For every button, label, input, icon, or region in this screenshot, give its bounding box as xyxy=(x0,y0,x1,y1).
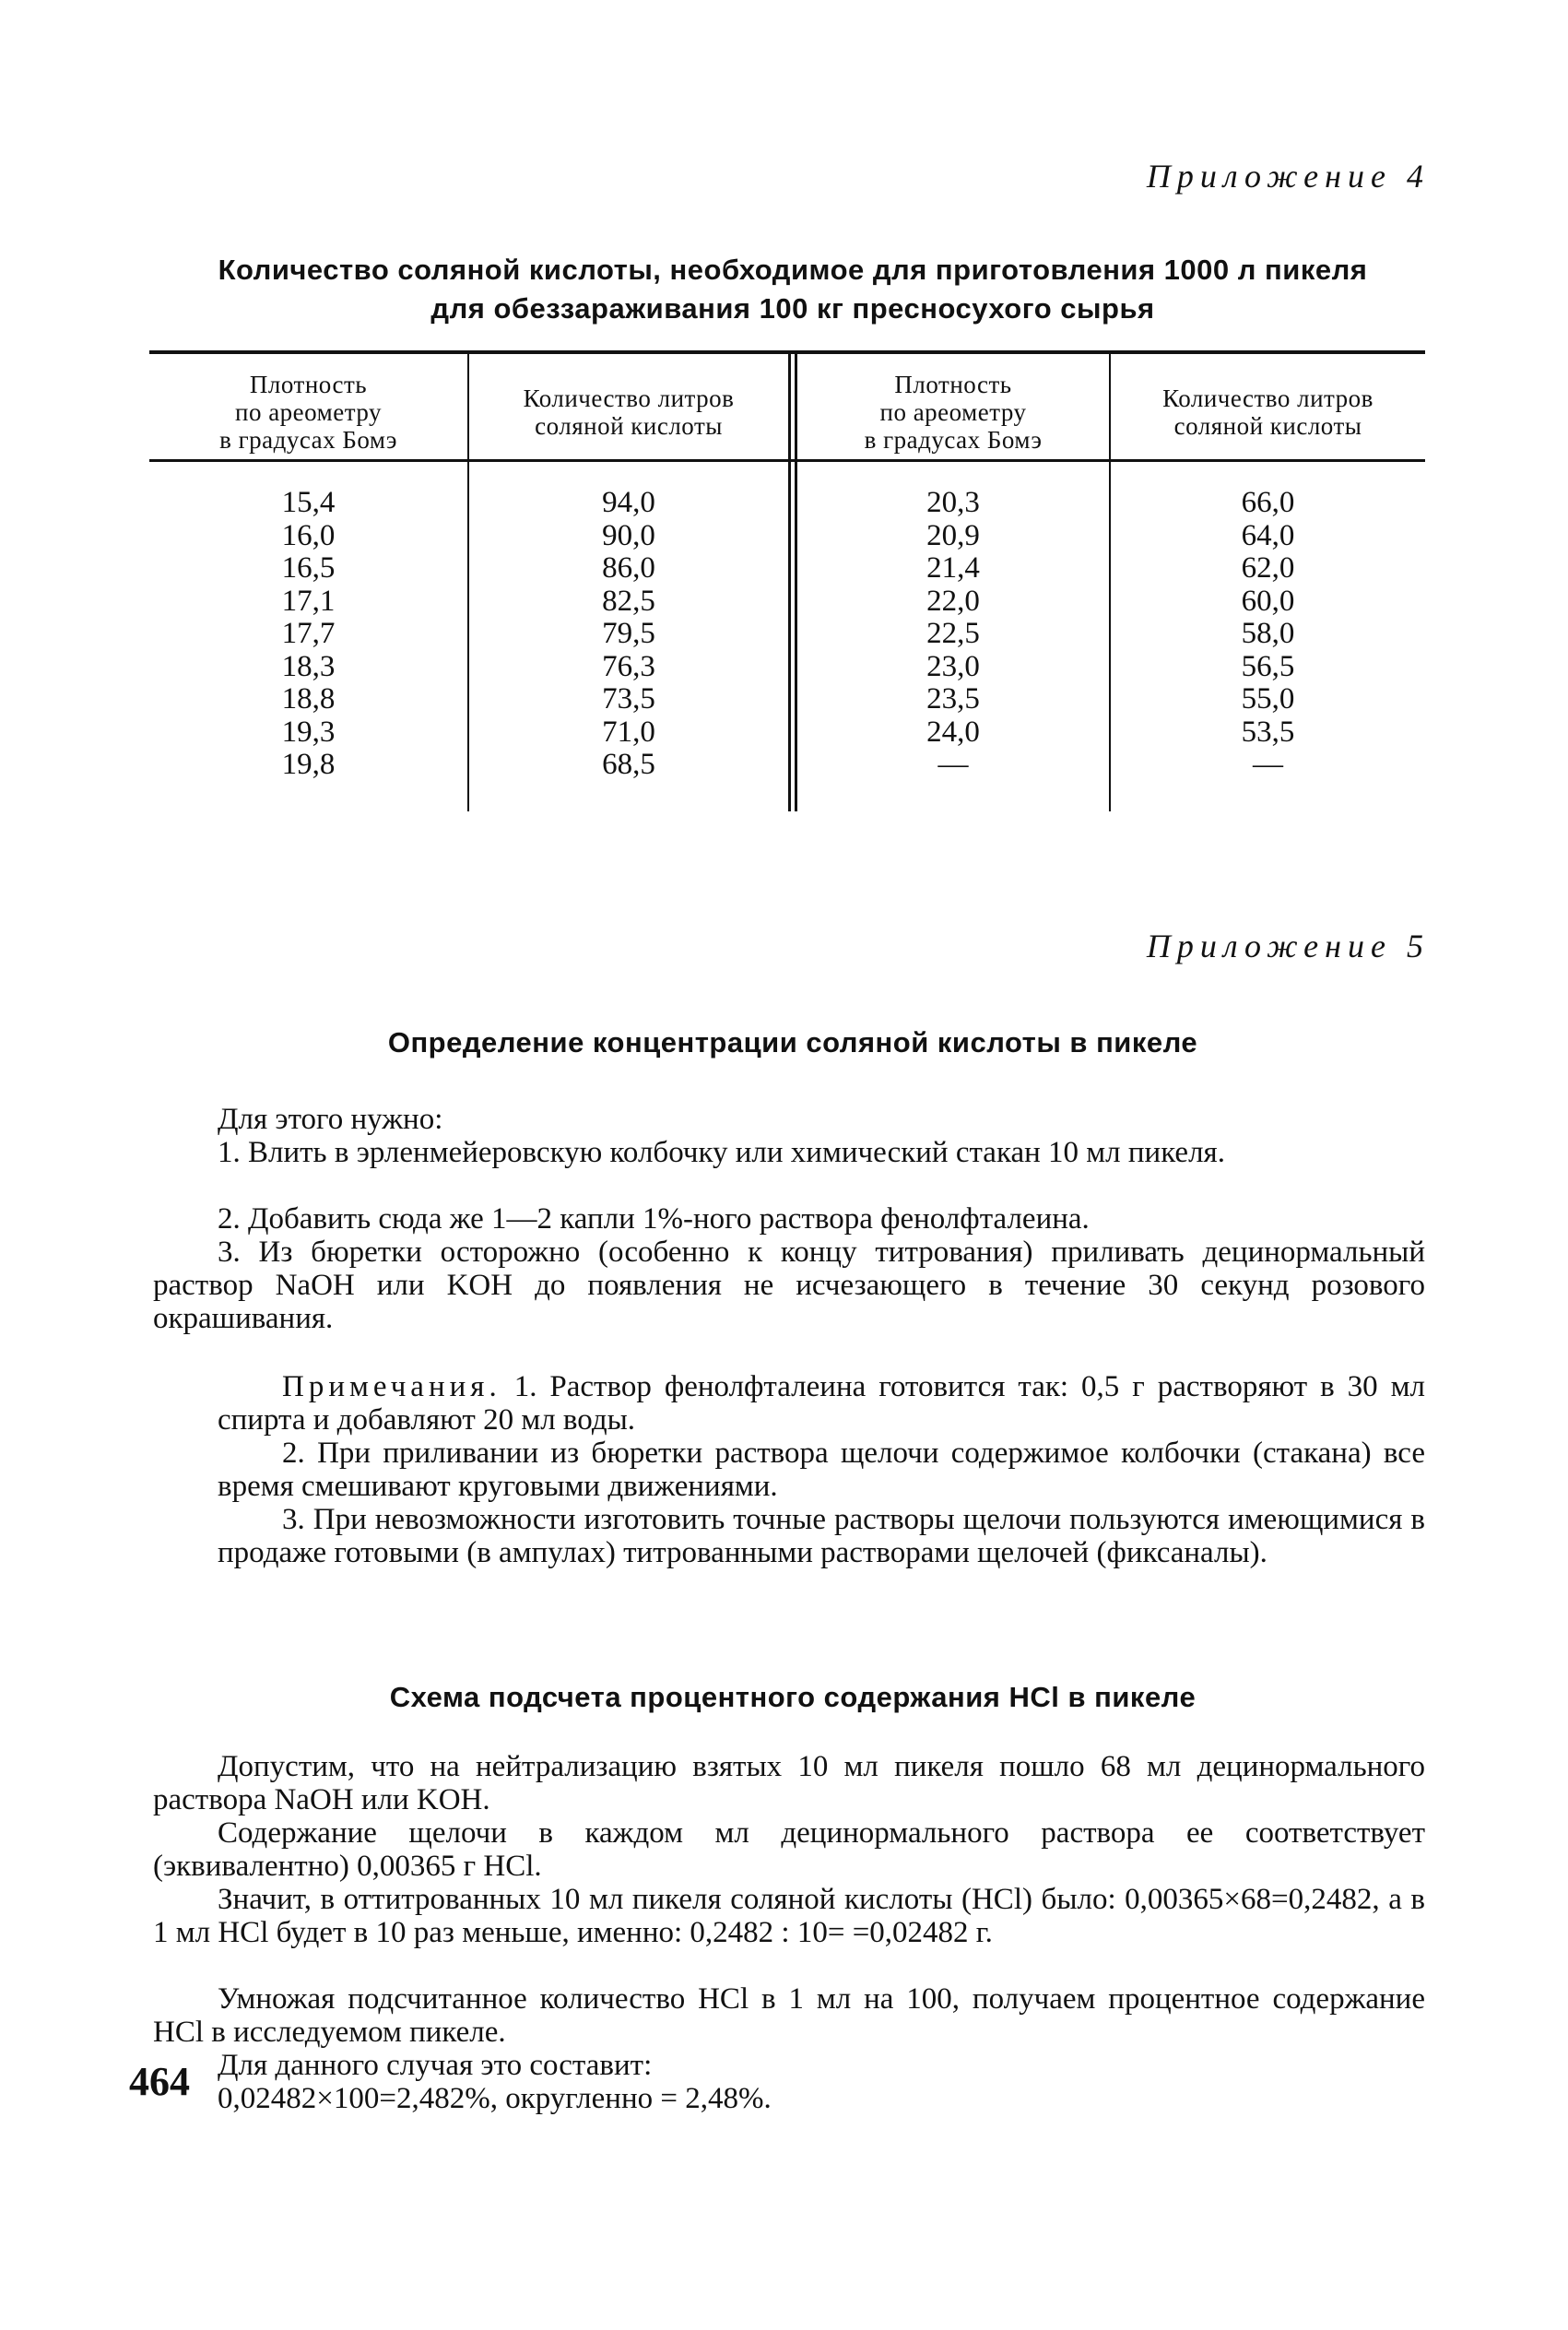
scheme-result: 0,02482×100=2,482%, округленно = 2,48%. xyxy=(218,2082,772,2115)
table-cell: 18,8 xyxy=(281,682,336,716)
table-header-liters-1: Количество литров соляной кислоты xyxy=(523,384,735,440)
table-cell: 16,5 xyxy=(281,551,336,585)
appendix-5-label: Приложение 5 xyxy=(1146,928,1430,964)
table-column-liters-2 xyxy=(1111,487,1425,782)
appendix-4-title-line1: Количество соляной кислоты, необходимое для приготовления 1000 л пикеля xyxy=(218,254,1368,286)
scheme-paragraph-1: Допустим, что на нейтрализацию взятых 10 мл пикеля пошло 68 мл децинормального раствора NaOH или KOH. xyxy=(153,1750,1425,1816)
table-cell: 56,5 xyxy=(1241,649,1295,683)
table-cell: 64,0 xyxy=(1241,518,1295,552)
table-cell: 22,0 xyxy=(926,584,980,618)
table-cell: 22,5 xyxy=(926,617,980,650)
table-cell: 79,5 xyxy=(602,617,655,650)
table-cell: 68,5 xyxy=(602,748,655,781)
table-cell: 24,0 xyxy=(926,715,980,749)
table-cell: 90,0 xyxy=(602,518,655,552)
table-cell: 60,0 xyxy=(1241,584,1295,618)
table-cell: 71,0 xyxy=(602,715,655,749)
table-cell: 19,3 xyxy=(281,715,336,749)
table-column-liters-1 xyxy=(469,487,788,782)
table-cell: 73,5 xyxy=(602,682,655,716)
note-3: 3. При невозможности изготовить точные растворы щелочи пользуются имеющимися в продаже готовыми (в ампулах) титрованными растворами щелочей (фиксаналы). xyxy=(218,1503,1425,1569)
page-number: 464 xyxy=(129,2059,190,2104)
table-column-density-2 xyxy=(797,487,1109,782)
appendix-5-title: Определение концентрации соляной кислоты в пикеле xyxy=(387,1026,1198,1059)
table-column-density-1 xyxy=(149,487,467,782)
notes-label: Примечания. xyxy=(282,1370,501,1403)
table-cell: 62,0 xyxy=(1241,551,1295,585)
table-cell: 19,8 xyxy=(281,748,336,781)
appendix-4-label: Приложение 4 xyxy=(1146,158,1430,195)
table-cell: — xyxy=(937,748,969,781)
table-cell: 66,0 xyxy=(1241,486,1295,519)
scheme-paragraph-5: Для данного случая это составит: xyxy=(218,2049,653,2082)
table-cell: 86,0 xyxy=(602,551,655,585)
table-header-rule xyxy=(149,459,1425,462)
table-cell: 23,0 xyxy=(926,649,980,683)
table-cell: 21,4 xyxy=(926,551,980,585)
note-2: 2. При приливании из бюретки раствора щелочи содержимое колбочки (стакана) все время смешивают круговыми движениями. xyxy=(218,1437,1425,1503)
table-header-density-2: Плотность по ареометру в градусах Бомэ xyxy=(864,371,1043,454)
scheme-paragraph-2: Содержание щелочи в каждом мл децинормального раствора ее соответствует (эквивалентно) 0,00365 г HCl. xyxy=(153,1816,1425,1883)
table-cell: 17,7 xyxy=(281,617,336,650)
table-cell: 17,1 xyxy=(281,584,336,618)
table-header-density-1: Плотность по ареометру в градусах Бомэ xyxy=(219,371,397,454)
table-cell: 16,0 xyxy=(281,518,336,552)
table-header-liters-2: Количество литров соляной кислоты xyxy=(1162,384,1373,440)
scheme-paragraph-4: Умножая подсчитанное количество HCl в 1 мл на 100, получаем процентное содержание HCl в исследуемом пикеле. xyxy=(153,1982,1425,2049)
appendix-4-title-line2: для обеззараживания 100 кг пресносухого сырья xyxy=(430,292,1155,325)
table-cell: — xyxy=(1253,748,1283,781)
instruction-step-3: 3. Из бюретки осторожно (особенно к концу титрования) приливать децинормальный раствор NaOH или KOH до появления не исчезающего в течение 30 секунд розового окрашивания. xyxy=(153,1236,1425,1335)
table-cell: 23,5 xyxy=(926,682,980,716)
table-divider-2a xyxy=(788,354,791,811)
acid-table xyxy=(149,350,1425,811)
table-cell: 76,3 xyxy=(602,649,655,683)
scheme-title: Схема подсчета процентного содержания HCl в пикеле xyxy=(389,1681,1197,1713)
table-top-rule xyxy=(149,350,1425,354)
scheme-paragraph-3: Значит, в оттитрованных 10 мл пикеля соляной кислоты (HCl) было: 0,00365×68=0,2482, а в 1 мл HCl будет в 10 раз меньше, именно: 0,2482 : 10= =0,02482 г. xyxy=(153,1883,1425,1949)
instruction-step-1: 1. Влить в эрленмейеровскую колбочку или химический стакан 10 мл пикеля. xyxy=(218,1136,1225,1169)
appendix-4-title xyxy=(157,251,1429,328)
table-cell: 58,0 xyxy=(1241,617,1295,650)
instruction-step-2: 2. Добавить сюда же 1—2 капли 1%-ного раствора фенолфталеина. xyxy=(218,1202,1090,1236)
table-cell: 20,3 xyxy=(926,486,980,519)
note-1: Примечания. 1. Раствор фенолфталеина готовится так: 0,5 г растворяют в 30 мл спирта и добавляют 20 мл воды. xyxy=(218,1370,1426,1437)
table-cell: 53,5 xyxy=(1241,715,1295,749)
table-cell: 18,3 xyxy=(281,649,336,683)
table-cell: 20,9 xyxy=(926,518,980,552)
instructions-intro: Для этого нужно: xyxy=(218,1103,443,1136)
table-cell: 55,0 xyxy=(1241,682,1295,716)
table-cell: 94,0 xyxy=(602,486,655,519)
table-cell: 15,4 xyxy=(281,486,336,519)
table-cell: 82,5 xyxy=(602,584,655,618)
